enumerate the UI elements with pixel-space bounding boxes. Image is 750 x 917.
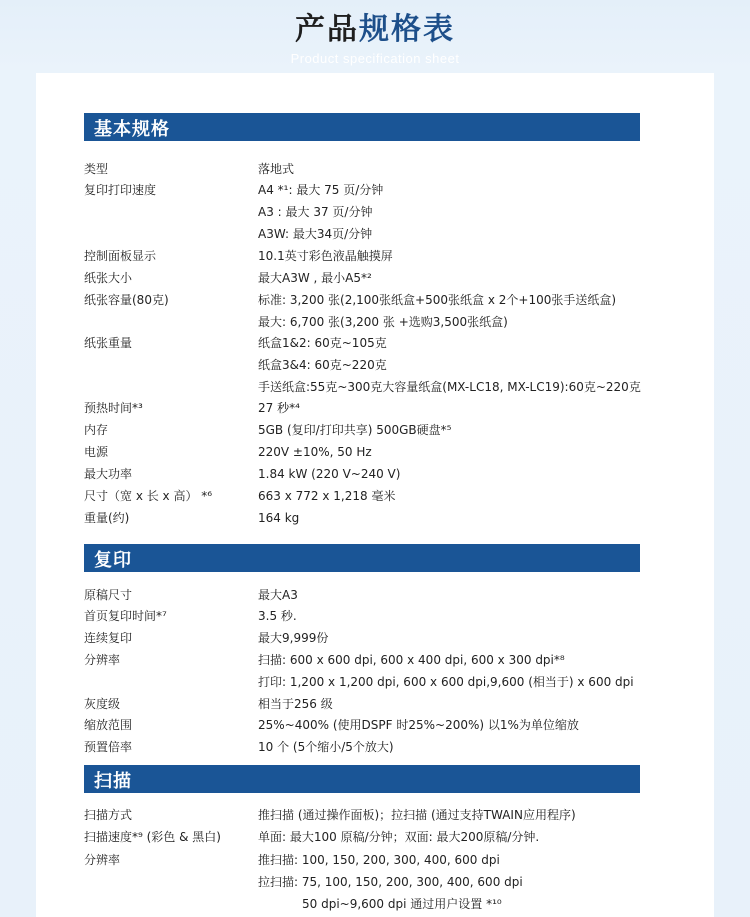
spec-label: 扫描速度*⁹ (彩色 & 黑白) — [84, 830, 221, 844]
spec-value: 落地式 — [258, 162, 295, 176]
spec-value: 手送纸盒:55克~300克大容量纸盒(MX-LC18, MX-LC19):60克~220克 — [258, 380, 641, 394]
spec-value: 3.5 秒. — [258, 609, 297, 623]
spec-value: 纸盒3&4: 60克~220克 — [258, 358, 387, 372]
section-title: 扫描 — [94, 771, 132, 792]
spec-value: 标准: 3,200 张(2,100张纸盒+500张纸盒 x 2个+100张手送纸盒) — [258, 293, 617, 307]
spec-value: 最大: 6,700 张(3,200 张 +选购3,500张纸盒) — [258, 315, 508, 329]
page-subtitle: Product specification sheet — [290, 51, 460, 66]
spec-value: 25%~400% (使用DSPF 时25%~200%) 以1%为单位缩放 — [258, 718, 579, 732]
section-title: 基本规格 — [94, 119, 170, 140]
spec-label: 连续复印 — [84, 631, 133, 645]
spec-label: 首页复印时间*⁷ — [84, 609, 167, 623]
spec-value: 最大A3 — [258, 588, 298, 602]
spec-value: 纸盒1&2: 60克~105克 — [258, 336, 387, 350]
spec-value: 相当于256 级 — [258, 697, 333, 711]
spec-label: 纸张重量 — [84, 336, 133, 350]
spec-label: 灰度级 — [84, 697, 121, 711]
spec-value: 拉扫描: 75, 100, 150, 200, 300, 400, 600 dpi — [258, 875, 523, 889]
section-header-copy — [84, 544, 640, 572]
spec-value: 164 kg — [258, 511, 300, 525]
section-title: 复印 — [94, 550, 132, 571]
spec-label: 尺寸（宽 x 长 x 高） *⁶ — [84, 489, 213, 503]
spec-value: 220V ±10%, 50 Hz — [258, 445, 372, 459]
spec-label: 纸张大小 — [84, 271, 133, 285]
page-title-part-b: 规格表 — [359, 12, 455, 47]
spec-value: A3 : 最大 37 页/分钟 — [258, 205, 373, 219]
spec-label: 预热时间*³ — [84, 401, 143, 415]
spec-value: 27 秒*⁴ — [258, 401, 300, 415]
spec-value: 663 x 772 x 1,218 毫米 — [258, 489, 396, 503]
spec-label: 控制面板显示 — [84, 249, 157, 263]
spec-label: 复印打印速度 — [84, 183, 157, 197]
spec-value: 1.84 kW (220 V~240 V) — [258, 467, 401, 481]
section-header-basic — [84, 113, 640, 141]
spec-label: 重量(约) — [84, 511, 130, 525]
spec-value: 推扫描 (通过操作面板)；拉扫描 (通过支持TWAIN应用程序) — [258, 808, 576, 822]
spec-value: 打印: 1,200 x 1,200 dpi, 600 x 600 dpi,9,600 (相当于) x 600 dpi — [258, 675, 634, 689]
spec-label: 分辨率 — [84, 653, 121, 667]
section-header-scan — [84, 765, 640, 793]
spec-label: 缩放范围 — [84, 718, 133, 732]
page-title — [0, 4, 750, 48]
spec-label: 纸张容量(80克) — [84, 293, 169, 307]
spec-label: 最大功率 — [84, 467, 133, 481]
spec-value: 10.1英寸彩色液晶触摸屏 — [258, 249, 393, 263]
spec-label: 电源 — [84, 445, 109, 459]
spec-label: 内存 — [84, 423, 109, 437]
spec-value: A3W: 最大34页/分钟 — [258, 227, 373, 241]
spec-value: 单面: 最大100 原稿/分钟；双面: 最大200原稿/分钟. — [258, 830, 540, 844]
spec-label: 扫描方式 — [84, 808, 133, 822]
spec-value: 5GB (复印/打印共享) 500GB硬盘*⁵ — [258, 423, 452, 437]
spec-value: 最大9,999份 — [258, 631, 329, 645]
spec-label: 原稿尺寸 — [84, 588, 133, 602]
spec-value: 10 个 (5个缩小/5个放大) — [258, 740, 394, 754]
spec-label: 预置倍率 — [84, 740, 133, 754]
spec-label: 分辨率 — [84, 853, 121, 867]
spec-value: 推扫描: 100, 150, 200, 300, 400, 600 dpi — [258, 853, 500, 867]
spec-value: 50 dpi~9,600 dpi 通过用户设置 *¹⁰ — [302, 897, 502, 911]
spec-value: 扫描: 600 x 600 dpi, 600 x 400 dpi, 600 x 300 dpi*⁸ — [258, 653, 565, 667]
spec-label: 类型 — [84, 162, 109, 176]
page-title-part-a: 产品 — [295, 12, 359, 47]
spec-value: A4 *¹: 最大 75 页/分钟 — [258, 183, 384, 197]
spec-value: 最大A3W , 最小A5*² — [258, 271, 372, 285]
